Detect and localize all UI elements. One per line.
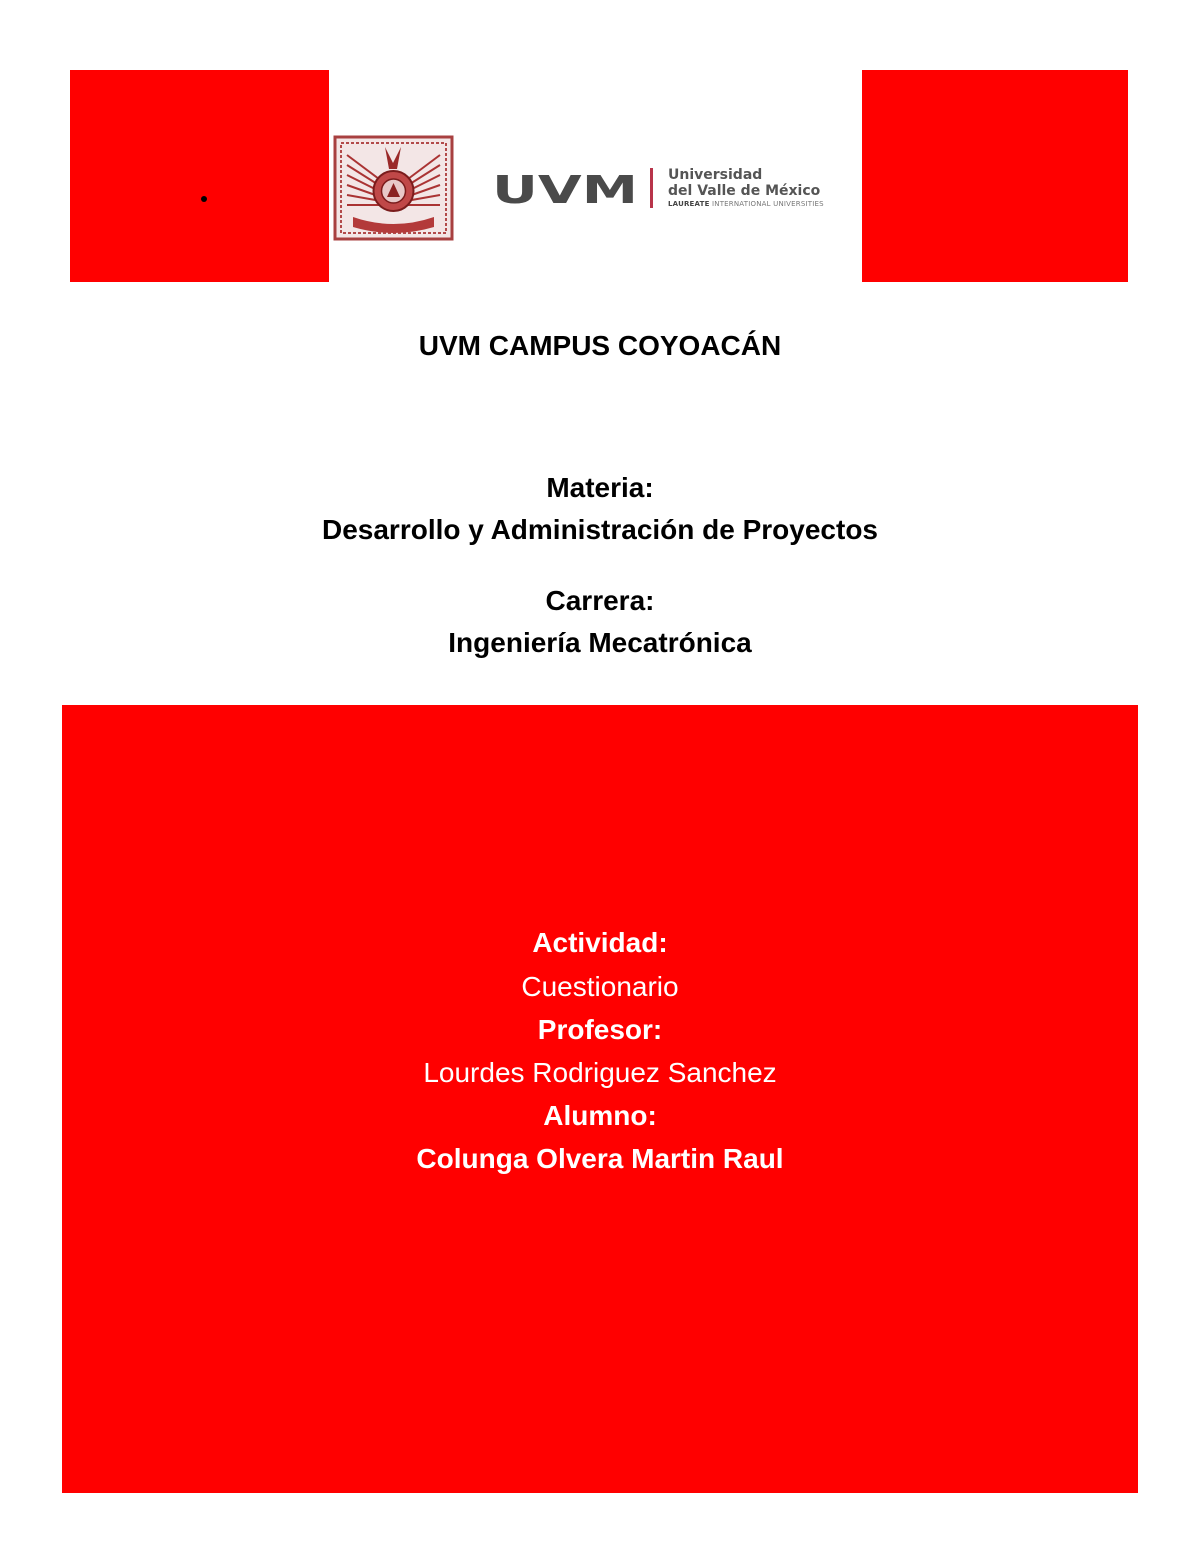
materia-label: Materia: (546, 472, 654, 503)
uvm-wordmark-icon (492, 163, 642, 213)
uvm-logo-divider (650, 168, 653, 208)
svg-text:UVM: UVM (492, 168, 638, 212)
campus-title: UVM CAMPUS COYOACÁN (418, 330, 782, 361)
info-panel (62, 705, 1138, 1493)
uvm-logo-tagline-brand: LAUREATE (668, 200, 710, 208)
materia-value: Desarrollo y Administración de Proyectos (321, 514, 879, 545)
alumno-label: Alumno: (543, 1100, 657, 1131)
uvm-logo-tagline-rest: INTERNATIONAL UNIVERSITIES (712, 200, 824, 208)
bullet-dot (201, 196, 207, 202)
uvm-logo-name-line1: Universidad (668, 167, 763, 183)
carrera-value: Ingeniería Mecatrónica (448, 627, 752, 658)
carrera-label: Carrera: (545, 585, 655, 616)
uvm-logo-name-line2: del Valle de México (668, 183, 821, 199)
uvm-logo-name (668, 167, 820, 199)
actividad-value: Cuestionario (521, 971, 679, 1002)
profesor-label: Profesor: (537, 1014, 663, 1045)
header-right-red-block (862, 70, 1128, 282)
university-seal-icon (333, 135, 454, 241)
uvm-logo (492, 163, 857, 213)
header-left-red-block (70, 70, 329, 282)
alumno-value: Colunga Olvera Martin Raul (416, 1143, 784, 1174)
actividad-label: Actividad: (532, 927, 668, 958)
profesor-value: Lourdes Rodriguez Sanchez (423, 1057, 777, 1088)
uvm-logo-tagline (668, 200, 824, 208)
